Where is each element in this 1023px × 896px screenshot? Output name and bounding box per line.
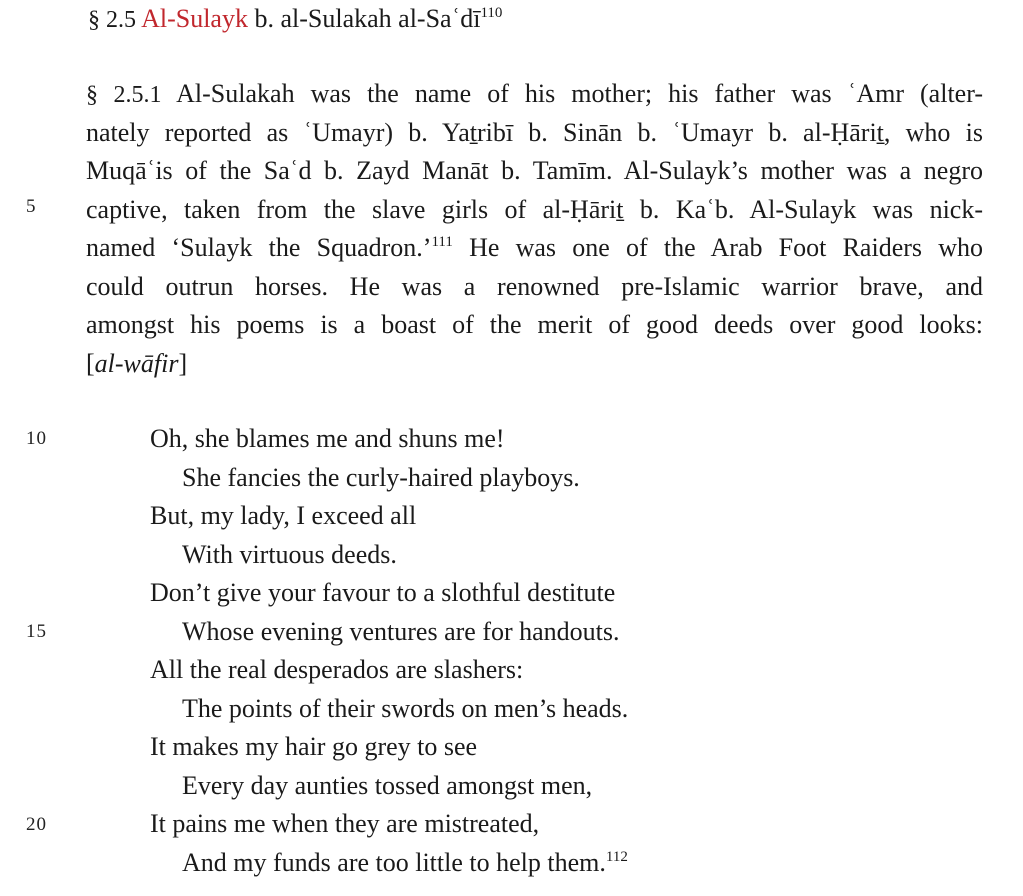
verse-line-10: Every day aunties tossed amongst men, xyxy=(182,770,593,800)
section-number: § 2.5 xyxy=(88,7,136,33)
verse-line-1: Oh, she blames me and shuns me! xyxy=(150,424,505,453)
line-number-5: 5 xyxy=(26,196,37,217)
para-line-1: § 2.5.1 Al-Sulakah was the name of his mother; his father was ʿAmr (alter- xyxy=(86,79,984,108)
poet-lineage: b. al-Sulakah al-Saʿdī xyxy=(247,4,481,33)
para-line-4: captive, taken from the slave girls of al-Ḥāriṯ b. Kaʿb. Al-Sulayk was nick- xyxy=(86,194,983,224)
verse-line-5: Don’t give your favour to a slothful destitute xyxy=(150,578,616,607)
para-line-6: could outrun horses. He was a renowned pre-Islamic warrior brave, and xyxy=(86,271,983,301)
verse-line-9: It makes my hair go grey to see xyxy=(150,732,478,761)
footnote-ref-110[interactable]: 110 xyxy=(480,5,503,21)
verse-line-11: It pains me when they are mistreated, xyxy=(150,809,540,838)
line-number-10: 10 xyxy=(26,428,47,449)
line-number-15: 15 xyxy=(26,621,47,642)
verse-line-12: And my funds are too little to help them.$^{112}$ xyxy=(182,847,628,877)
para-line-3: Muqāʿis of the Saʿd b. Zayd Manāt b. Tamīm. Al-Sulayk’s mother was a negro xyxy=(86,156,983,185)
footnote-ref-111[interactable]: 111 xyxy=(431,234,453,250)
footnote-ref-112[interactable]: 112 xyxy=(605,848,628,865)
poem xyxy=(0,420,1023,882)
para-line-2: nately reported as ʿUmayr) b. Yaṯribī b. Sinān b. ʿUmayr b. al-Ḥāriṯ, who is xyxy=(86,117,983,147)
biography-paragraph xyxy=(86,75,983,383)
subsection-number: § 2.5.1 xyxy=(86,82,162,108)
para-line-7: amongst his poems is a boast of the merit of good deeds over good looks: xyxy=(86,310,983,339)
verse-line-3: But, my lady, I exceed all xyxy=(150,501,417,530)
line-number-20: 20 xyxy=(26,814,47,835)
verse-line-7: All the real desperados are slashers: xyxy=(150,655,524,684)
para-line-5: named ‘Sulayk the Squadron.’$^{111}$ He was one of the Arab Foot Raiders who xyxy=(86,233,984,262)
meter-label: [al-wāfir] xyxy=(86,348,188,378)
verse-line-2: She fancies the curly-haired playboys. xyxy=(182,462,580,492)
verse-line-6: Whose evening ventures are for handouts. xyxy=(182,616,620,646)
meter-name: al-wāfir xyxy=(94,348,179,378)
verse-line-8: The points of their swords on men’s heads. xyxy=(182,693,629,723)
verse-line-4: With virtuous deeds. xyxy=(182,539,397,569)
poet-name: Al-Sulayk xyxy=(141,4,248,33)
section-heading xyxy=(88,1,502,38)
